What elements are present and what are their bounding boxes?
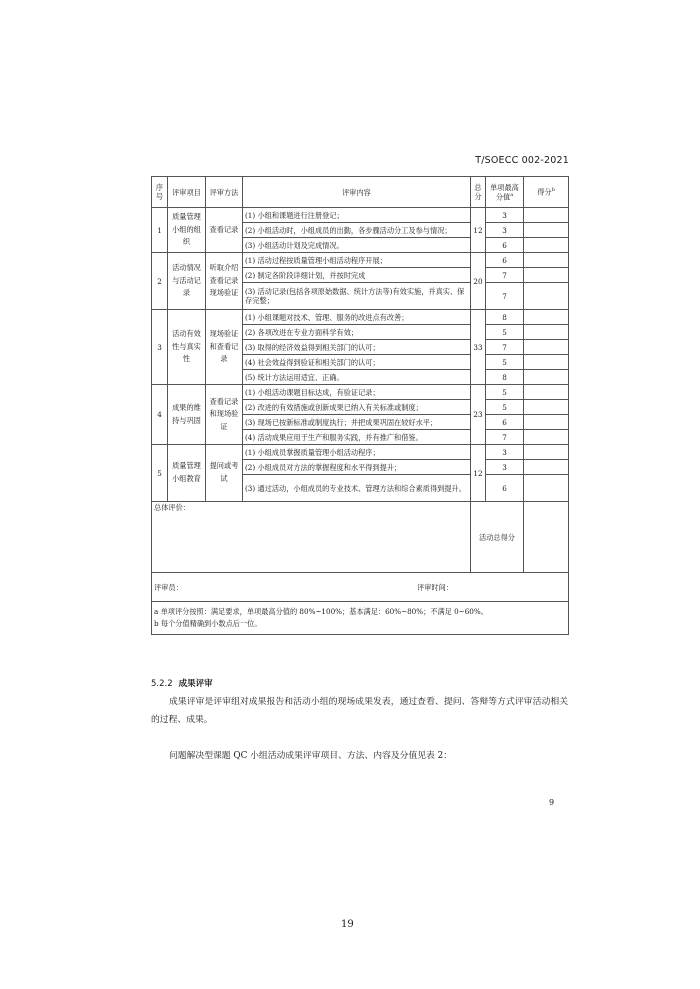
score-cell[interactable] [524, 385, 569, 400]
score-cell[interactable] [524, 400, 569, 415]
activity-total-label: 活动总得分 [471, 502, 524, 573]
score-cell[interactable] [524, 208, 569, 223]
criteria-content: (3) 通过活动，小组成员的专业技术、管理方法和综合素质得到提升。 [243, 475, 471, 502]
score-cell[interactable] [524, 283, 569, 310]
criteria-content: (1) 活动过程按质量管理小组活动程序开展； [243, 253, 471, 268]
internal-page-number: 9 [549, 798, 555, 807]
section-title: 成果评审 [178, 679, 213, 689]
criteria-max: 8 [486, 370, 524, 385]
criteria-content: (2) 改进的有效措施或创新成果已纳入有关标准或制度； [243, 400, 471, 415]
group-method: 提问或考试 [206, 445, 243, 502]
criteria-content: (2) 各项改进在专业方面科学有效； [243, 325, 471, 340]
page-number: 19 [341, 919, 354, 930]
note-a: a 单项评分按照：满足要求，单项最高分值的 80%~100%；基本满足：60%~80%；不满足 0~60%。 [154, 607, 488, 617]
document-id: T/SOECC 002-2021 [475, 155, 569, 166]
paragraph: 问题解决型课题 QC 小组活动成果评审项目、方法、内容及分值见表 2： [169, 751, 453, 761]
group-total: 33 [471, 310, 486, 385]
header-item: 评审项目 [168, 177, 206, 208]
criteria-content: (1) 小组和课题进行注册登记； [243, 208, 471, 223]
score-cell[interactable] [524, 370, 569, 385]
overall-row [152, 502, 569, 573]
signature-row [152, 573, 569, 602]
criteria-max: 3 [486, 223, 524, 238]
criteria-content: (2) 小组成员对方法的掌握程度和水平得到提升； [243, 460, 471, 475]
group-item: 活动情况与活动记录 [168, 253, 206, 310]
score-cell[interactable] [524, 415, 569, 430]
group-no: 5 [152, 445, 168, 502]
review-time-label: 评审时间： [417, 582, 453, 592]
score-cell[interactable] [524, 445, 569, 460]
criteria-max: 5 [486, 400, 524, 415]
group-no: 3 [152, 310, 168, 385]
header-score: 得分$^b$ [524, 177, 569, 208]
group-item: 质量管理小组教育 [168, 445, 206, 502]
note-b: b 每个分值精确到小数点后一位。 [154, 619, 262, 628]
table-row [152, 253, 569, 268]
header-total: 总分 [471, 177, 486, 208]
table-row [152, 445, 569, 460]
activity-total-score[interactable] [524, 502, 569, 573]
criteria-max: 3 [486, 460, 524, 475]
criteria-max: 7 [486, 430, 524, 445]
criteria-max: 5 [486, 355, 524, 370]
criteria-max: 5 [486, 385, 524, 400]
criteria-max: 5 [486, 325, 524, 340]
header-max: 单项最高分值$^a$ [486, 177, 524, 208]
section-heading [151, 677, 213, 689]
score-cell[interactable] [524, 430, 569, 445]
header-content: 评审内容 [243, 177, 471, 208]
table-header-row [152, 177, 569, 208]
criteria-content: (4) 活动成果应用于生产和服务实践，并有推广和借鉴。 [243, 430, 471, 445]
group-total: 20 [471, 253, 486, 310]
group-method: 现场验证和查看记录 [206, 310, 243, 385]
criteria-max: 8 [486, 310, 524, 325]
group-total: 23 [471, 385, 486, 445]
section-number: 5.2.2 [151, 679, 173, 689]
group-no: 2 [152, 253, 168, 310]
score-cell[interactable] [524, 253, 569, 268]
criteria-content: (5) 统计方法运用适宜、正确。 [243, 370, 471, 385]
table-row [152, 385, 569, 400]
paragraph: 成果评审是评审组对成果报告和活动小组的现场成果发表，通过查看、提问、答辩等方式评审活动相关的过程、成果。 [151, 697, 568, 725]
group-total: 12 [471, 445, 486, 502]
criteria-max: 6 [486, 475, 524, 502]
score-cell[interactable] [524, 325, 569, 340]
score-cell[interactable] [524, 340, 569, 355]
criteria-content: (3) 取得的经济效益得到相关部门的认可； [243, 340, 471, 355]
score-cell[interactable] [524, 310, 569, 325]
overall-label: 总体评价： [154, 503, 190, 512]
score-cell[interactable] [524, 268, 569, 283]
criteria-max: 6 [486, 415, 524, 430]
group-item: 活动有效性与真实性 [168, 310, 206, 385]
criteria-content: (1) 小组活动课题目标达成，有验证记录； [243, 385, 471, 400]
notes-cell [152, 602, 569, 635]
criteria-content: (1) 小组成员掌握质量管理小组活动程序； [243, 445, 471, 460]
criteria-content: (4) 社会效益得到验证和相关部门的认可； [243, 355, 471, 370]
score-cell[interactable] [524, 475, 569, 502]
score-cell[interactable] [524, 238, 569, 253]
score-cell[interactable] [524, 355, 569, 370]
criteria-content: (2) 小组活动时，小组成员的出勤，各步骤活动分工及参与情况； [243, 223, 471, 238]
header-method: 评审方法 [206, 177, 243, 208]
criteria-max: 6 [486, 238, 524, 253]
signature-cell [152, 573, 569, 602]
criteria-max: 3 [486, 208, 524, 223]
criteria-max: 7 [486, 340, 524, 355]
evaluation-table [151, 176, 569, 635]
criteria-max: 3 [486, 445, 524, 460]
score-cell[interactable] [524, 223, 569, 238]
criteria-max: 6 [486, 253, 524, 268]
table-row [152, 208, 569, 223]
reviewer-label: 评审员： [154, 582, 183, 592]
criteria-content: (3) 小组活动计划及完成情况。 [243, 238, 471, 253]
criteria-content: (3) 现场已按新标准或制度执行；并把成果巩固在较好水平； [243, 415, 471, 430]
score-cell[interactable] [524, 460, 569, 475]
header-no: 序号 [152, 177, 168, 208]
criteria-max: 7 [486, 268, 524, 283]
group-method: 听取介绍查看记录现场验证 [206, 253, 243, 310]
group-method: 查看记录和现场验证 [206, 385, 243, 445]
criteria-content: (1) 小组课题对技术、管理、服务的改进点有改善； [243, 310, 471, 325]
criteria-content: (2) 制定各阶段详细计划，并按时完成 [243, 268, 471, 283]
criteria-content: (3) 活动记录(包括各项原始数据、统计方法等)有效实施，并真实、保存完整； [243, 283, 471, 310]
group-no: 1 [152, 208, 168, 253]
group-total: 12 [471, 208, 486, 253]
group-item: 质量管理小组的组织 [168, 208, 206, 253]
group-item: 成果的维持与巩固 [168, 385, 206, 445]
table-row [152, 310, 569, 325]
criteria-max: 7 [486, 283, 524, 310]
overall-evaluation[interactable] [152, 502, 471, 573]
notes-row [152, 602, 569, 635]
group-no: 4 [152, 385, 168, 445]
group-method: 查看记录 [206, 208, 243, 253]
